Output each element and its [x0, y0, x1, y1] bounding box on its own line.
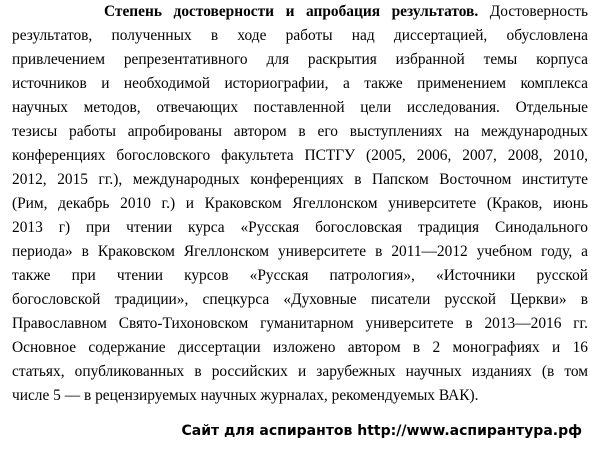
paragraph-line-text: Достоверность	[489, 3, 588, 20]
paragraph-line	[104, 0, 588, 24]
paragraph-line: Православном Свято-Тихоновском гуманитарном университете в 2013—2016 гг.	[12, 315, 588, 332]
paragraph-line: результатов, полученных в ходе работы над диссертацией, обусловлена	[12, 27, 588, 44]
paragraph-line: периода» в Краковском Ягеллонском университете в 2011—2012 учебном году, а	[12, 243, 588, 260]
paragraph-line: 2013 г) при чтении курса «Русская богословская традиция Синодального	[12, 219, 588, 236]
paragraph-line: источников и необходимой историографии, а также применением комплекса	[12, 75, 588, 92]
paragraph-line: (Рим, декабрь 2010 г.) и Краковском Ягеллонском университете (Краков, июнь	[12, 195, 588, 212]
paragraph-heading: Степень достоверности и апробация результатов.	[104, 3, 479, 20]
paragraph-line: богословской традиции», спецкурса «Духовные писатели русской Церкви» в	[12, 291, 588, 308]
paragraph-line: статьях, опубликованных в российских и зарубежных научных изданиях (в том	[12, 363, 588, 380]
paragraph-line: научных методов, отвечающих поставленной цели исследования. Отдельные	[12, 99, 588, 116]
paragraph-line: привлечением репрезентативного для раскрытия избранной темы корпуса	[12, 51, 588, 68]
site-footer-text: Сайт для аспирантов http://www.аспирантура.рф	[181, 423, 582, 439]
paragraph-line: тезисы работы апробированы автором в его выступлениях на международных	[12, 123, 588, 140]
paragraph-line: Основное содержание диссертации изложено автором в 2 монографиях и 16	[12, 339, 588, 356]
paragraph-line: 2012, 2015 гг.), международных конференциях в Папском Восточном институте	[12, 171, 588, 188]
paragraph-line: также при чтении курсов «Русская патрология», «Источники русской	[12, 267, 588, 284]
paragraph-line: числе 5 — в рецензируемых научных журналах, рекомендуемых ВАК).	[12, 387, 479, 404]
paragraph-line: конференциях богословского факультета ПСТГУ (2005, 2006, 2007, 2008, 2010,	[12, 147, 588, 164]
